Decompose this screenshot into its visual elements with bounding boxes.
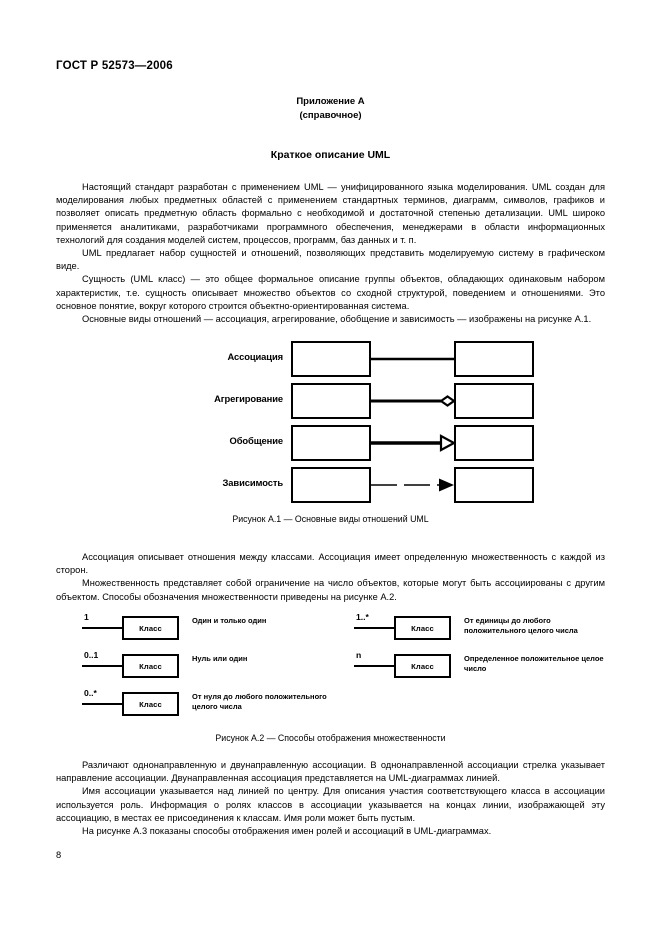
multiplicity-item (70, 614, 330, 648)
multiplicity-description: От нуля до любого положительного целого числа (192, 692, 327, 711)
uml-class-box: Класс (122, 654, 179, 678)
association-line (82, 703, 124, 705)
uml-class-box: Класс (122, 616, 179, 640)
section-title: Краткое описание UML (270, 149, 391, 161)
page-content (56, 0, 605, 936)
multiplicity-description: Один и только один (192, 616, 267, 625)
text-block-association (56, 551, 605, 604)
uml-class-box-right (454, 425, 534, 461)
uml-class-box-right (454, 383, 534, 419)
association-line (82, 627, 124, 629)
paragraph: Основные виды отношений — ассоциация, агрегирование, обобщение и зависимость — изображены на рисунке А.1. (82, 314, 592, 325)
uml-class-box-right (454, 341, 534, 377)
paragraph: Различают однонаправленную и двунаправленную ассоциации. В однонаправленной ассоциации стрелка указывает направление ассоциации. Двунаправленная ассоциация представляется на UML-диаграммах линией. (56, 760, 605, 784)
text-block-directionality (56, 759, 605, 838)
paragraph: UML предлагает набор сущностей и отношений, позволяющих представить моделируемую систему в графическом виде. (56, 248, 605, 272)
figure-a1-caption: Рисунок А.1 — Основные виды отношений UML (232, 514, 429, 524)
uml-class-box: Класс (122, 692, 179, 716)
paragraph: Имя ассоциации указывается над линией по центру. Для описания участия соответствующего класса в ассоциации используется роль. Информация о ролях классов в ассоциации указывается на концах линии, изображающей эту ассоциацию, в местах ее присоединения к классам. Имя роли может быть пустым. (56, 786, 605, 823)
uml-class-box: Класс (394, 654, 451, 678)
appendix-heading (56, 95, 605, 123)
figure-a2 (60, 614, 605, 724)
dependency-dashed-arrow-icon (371, 467, 454, 503)
paragraph: Ассоциация описывает отношения между классами. Ассоциация имеет определенную множественность с каждой из сторон. (56, 552, 605, 576)
page-number: 8 (56, 850, 62, 860)
paragraph: Настоящий стандарт разработан с применением UML — унифицированного языка моделирования. UML создан для моделирования любых предметных областей с применением стандартных терминов, диаграмм, символов, графиков и позволяет описать предметную область формально с необходимой и достаточной степенью детализации. UML широко применяется аналитиками, разработчиками программного обеспечения, менеджерами в области информационных технологий для создания моделей систем, процессов, программ, баз данных и т. п. (56, 182, 605, 245)
uml-class-box-left (291, 341, 371, 377)
multiplicity-tag: 1 (84, 612, 89, 622)
multiplicity-item (70, 652, 330, 686)
relation-row-generalization (171, 425, 571, 461)
relation-label: Агрегирование (214, 393, 283, 404)
multiplicity-item (342, 652, 602, 686)
multiplicity-description: От единицы до любого положительного целого числа (464, 616, 578, 635)
multiplicity-description: Нуль или один (192, 654, 248, 663)
multiplicity-tag: 0..1 (84, 650, 99, 660)
figure-a2-caption: Рисунок А.2 — Способы отображения множественности (215, 733, 446, 743)
uml-class-box-left (291, 383, 371, 419)
relation-row-aggregation (171, 383, 571, 419)
text-block-intro (56, 181, 605, 326)
paragraph: На рисунке А.3 показаны способы отображения имен ролей и ассоциаций в UML-диаграммах. (82, 826, 492, 837)
association-line (354, 665, 396, 667)
relation-label: Обобщение (229, 435, 283, 446)
relation-label: Зависимость (222, 477, 283, 488)
appendix-subtitle: (справочное) (299, 110, 362, 121)
uml-class-box-left (291, 425, 371, 461)
relation-row-association (171, 341, 571, 377)
paragraph: Множественность представляет собой ограничение на число объектов, которые могут быть ассоциированы с другим объектом. Способы обозначения множественности приведены на рисунке А.2. (56, 578, 605, 602)
multiplicity-tag: 0..* (84, 688, 97, 698)
aggregation-diamond-icon (371, 383, 454, 419)
paragraph: Сущность (UML класс) — это общее формальное описание группы объектов, обладающих одинаковым набором характеристик, т.е. сущность описывает множество объектов со сходной структурой, поведением и отношениями. Это основное понятие, вокруг которого строится объектно-ориентированная система. (56, 274, 605, 311)
multiplicity-tag: n (356, 650, 362, 660)
figure-a1 (171, 341, 571, 501)
association-line (82, 665, 124, 667)
appendix-title: Приложение А (296, 96, 365, 107)
association-connector-icon (371, 341, 454, 377)
multiplicity-description: Определенное положительное целое число (464, 654, 604, 673)
multiplicity-item (342, 614, 602, 648)
uml-class-box: Класс (394, 616, 451, 640)
multiplicity-tag: 1..* (356, 612, 369, 622)
uml-class-box-right (454, 467, 534, 503)
standard-number-header: ГОСТ Р 52573—2006 (56, 60, 173, 72)
relation-label: Ассоциация (227, 351, 283, 362)
multiplicity-item (70, 690, 330, 724)
uml-class-box-left (291, 467, 371, 503)
relation-row-dependency (171, 467, 571, 503)
association-line (354, 627, 396, 629)
generalization-triangle-icon (371, 425, 454, 461)
